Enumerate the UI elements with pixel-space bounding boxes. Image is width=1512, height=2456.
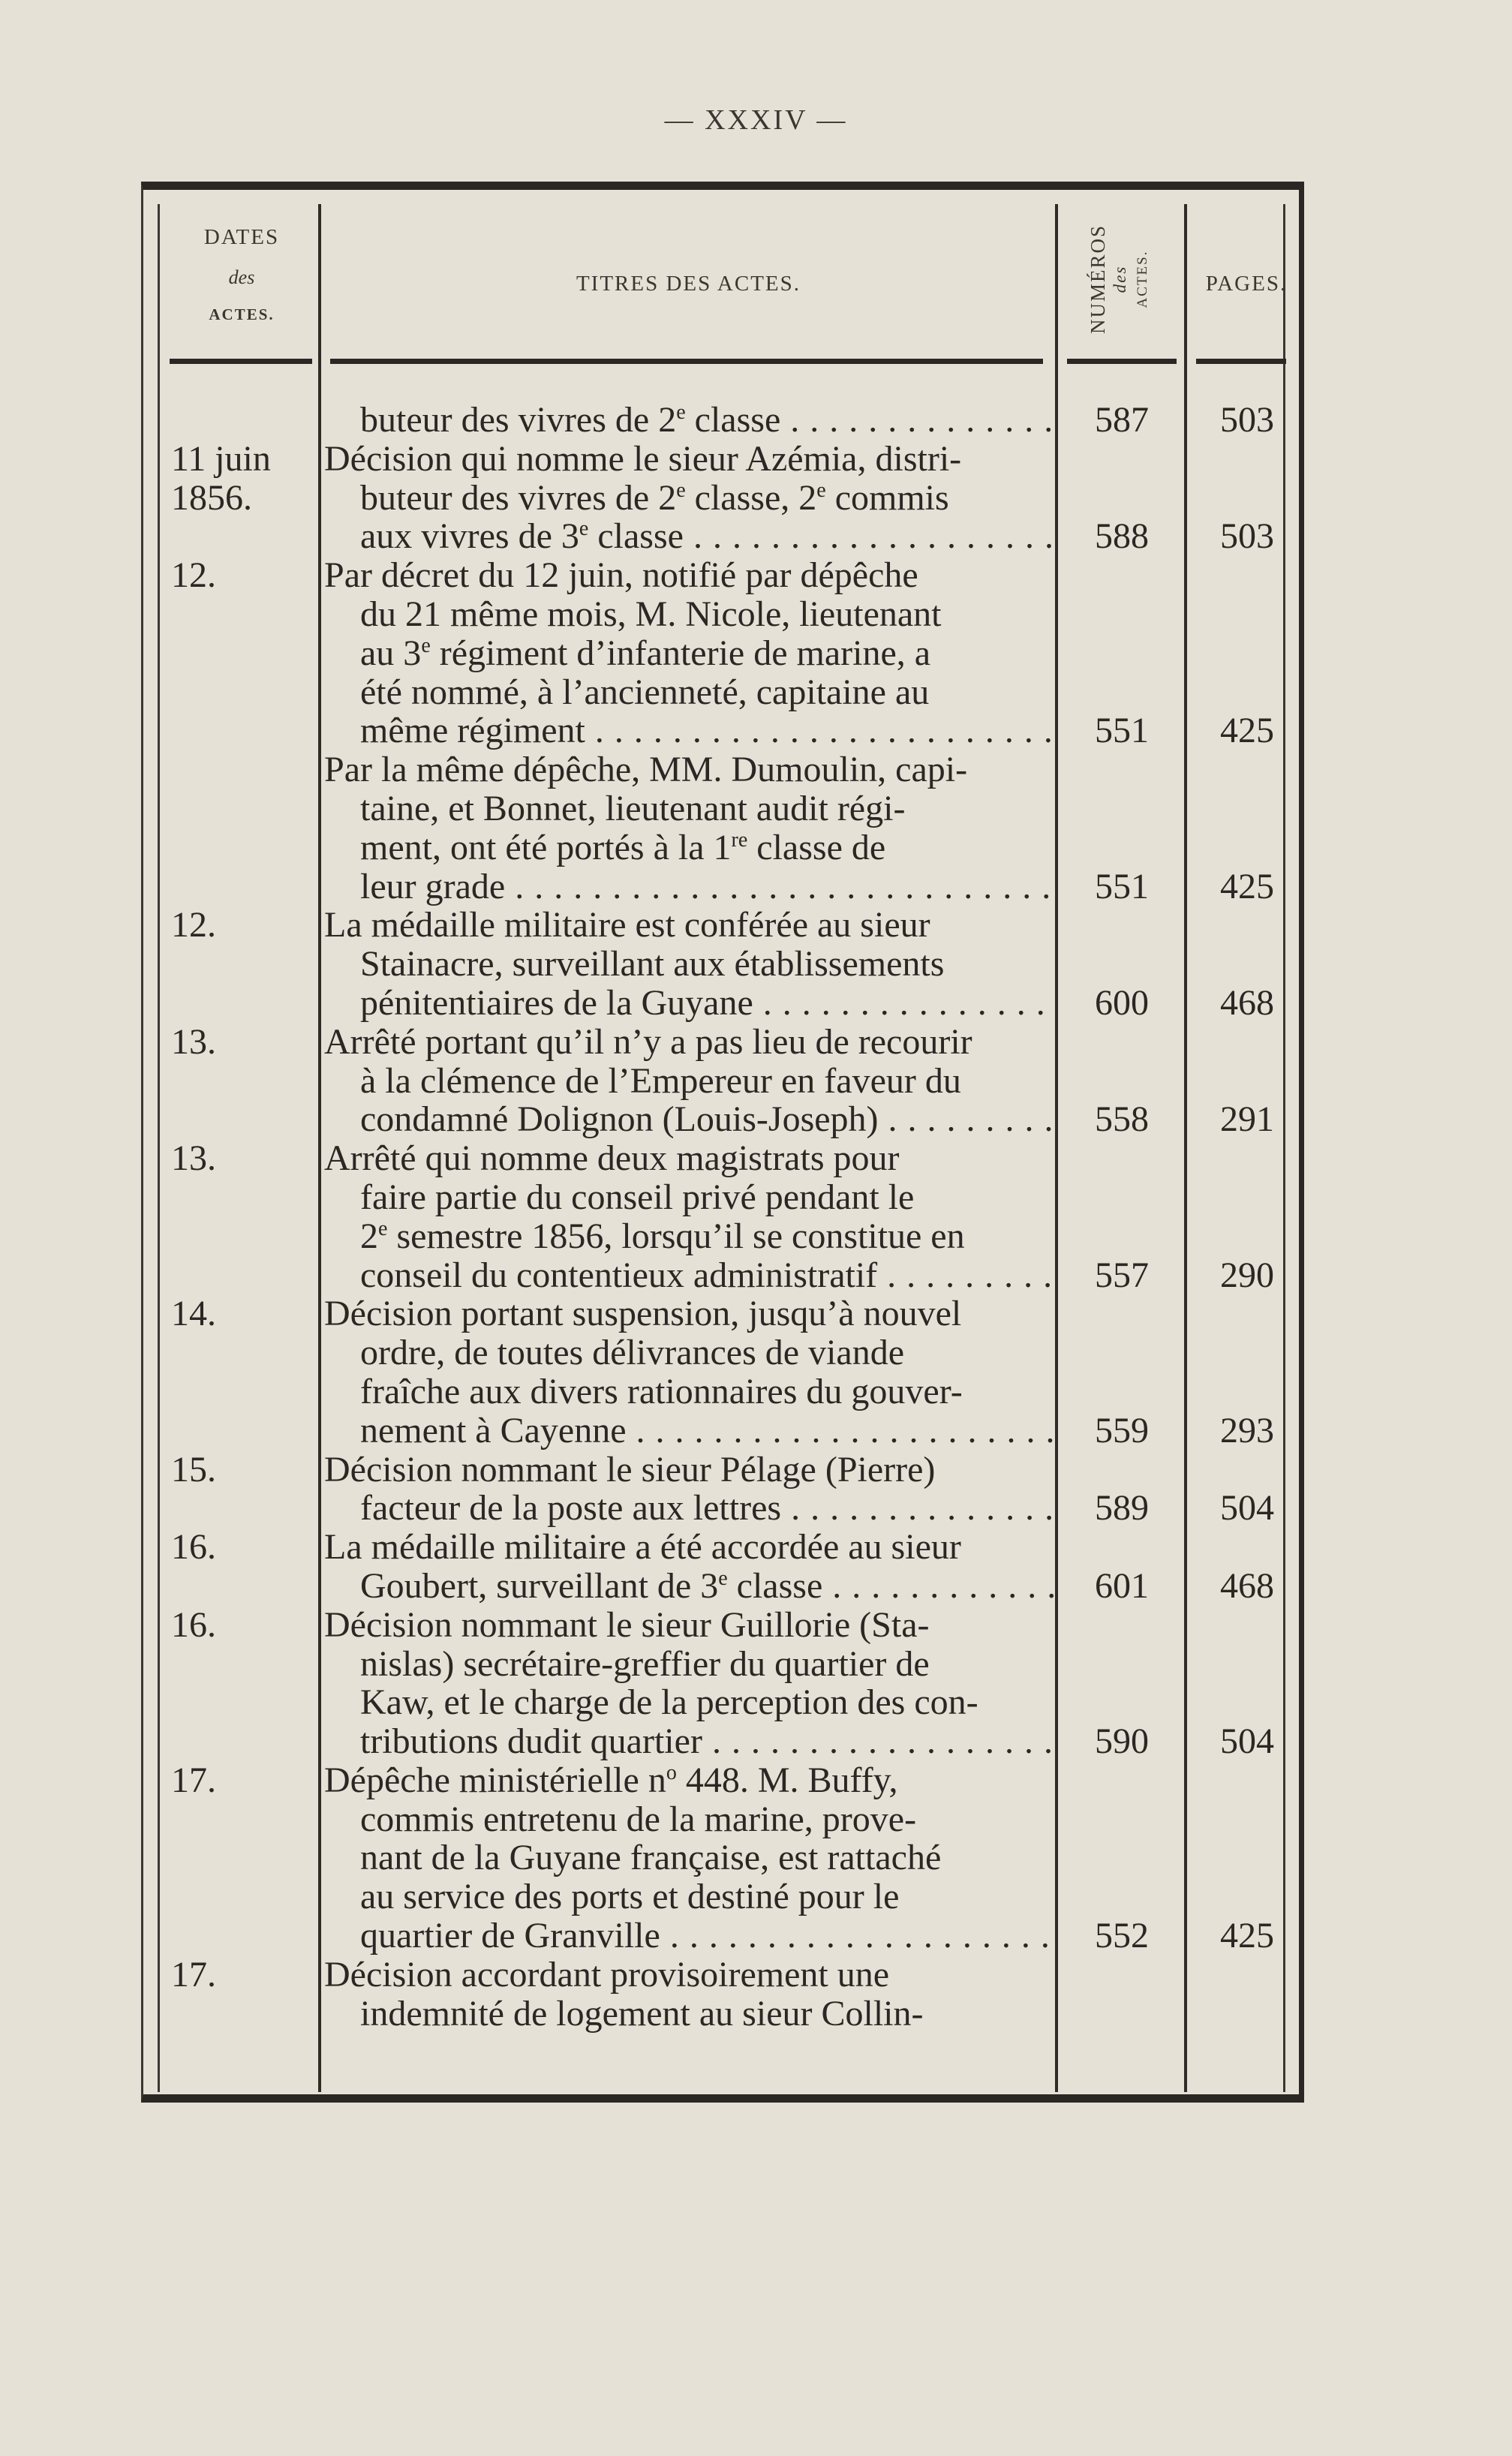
header-dates-line1: DATES [203, 225, 280, 249]
act-title-text: faire partie du conseil privé pendant le [360, 1177, 915, 1217]
table-line [0, 1800, 1512, 1839]
table-line [0, 1761, 1512, 1800]
table-line [0, 1450, 1512, 1490]
act-number: 588 [1095, 516, 1149, 557]
table-line [0, 1023, 1512, 1062]
act-title-text: Arrêté portant qu’il n’y a pas lieu de recourir [324, 1022, 972, 1062]
act-title-text: nislas) secrétaire-greffier du quartier de [360, 1644, 930, 1684]
act-date: 14. [171, 1294, 216, 1334]
act-title-text: nement à Cayenne . . . [360, 1411, 1054, 1450]
act-title-text: nant de la Guyane française, est rattaché [360, 1838, 942, 1878]
act-date: 13. [171, 1138, 216, 1179]
act-title-text: du 21 même mois, M. Nicole, lieutenant [360, 594, 942, 634]
act-date: 13. [171, 1021, 216, 1062]
header-numeros-line2: des [1111, 265, 1129, 293]
act-number: 559 [1095, 1410, 1149, 1450]
table-line [0, 1916, 1512, 1955]
act-title-text: à la clémence de l’Empereur en faveur du [360, 1061, 961, 1101]
header-numeros-line1: NUMÉROS [1087, 224, 1109, 335]
act-number: 590 [1095, 1721, 1149, 1762]
table-line [0, 673, 1512, 712]
table-line [0, 1139, 1512, 1178]
act-title-text: buteur des vivres de 2e classe . . . [360, 401, 1054, 440]
table-line [0, 1995, 1512, 2034]
act-page: 504 [1220, 1721, 1274, 1762]
act-title-text: condamné Dolignon (Louis-Joseph) . . . [360, 1100, 1054, 1139]
act-title-text: tributions dudit quartier . . . [360, 1722, 1054, 1761]
table-line [0, 867, 1512, 906]
act-title-text: été nommé, à l’ancienneté, capitaine au [360, 672, 930, 712]
act-page: 503 [1220, 516, 1274, 557]
act-page: 425 [1220, 1916, 1274, 1956]
header-rule-numeros [1067, 359, 1177, 364]
act-title-text: au service des ports et destiné pour le [360, 1877, 900, 1917]
table-line [0, 750, 1512, 789]
table-line [0, 595, 1512, 634]
act-page: 425 [1220, 711, 1274, 751]
act-title-text: Par la même dépêche, MM. Dumoulin, capi- [324, 750, 968, 789]
act-date: 15. [171, 1449, 216, 1490]
table-line [0, 1877, 1512, 1916]
act-title-text: fraîche aux divers rationnaires du gouver- [360, 1372, 963, 1411]
act-number: 552 [1095, 1916, 1149, 1956]
table-line [0, 401, 1512, 440]
act-date: 11 juin [171, 438, 271, 479]
table-line [0, 1411, 1512, 1450]
act-title-text: buteur des vivres de 2e classe, 2e commis [360, 478, 949, 518]
table-line [0, 634, 1512, 673]
table-line [0, 1489, 1512, 1528]
act-page: 291 [1220, 1099, 1274, 1140]
act-title-text: Décision qui nomme le sieur Azémia, distri- [324, 439, 962, 479]
act-title-text: leur grade . . . [360, 867, 1054, 906]
act-title-text: taine, et Bonnet, lieutenant audit régi- [360, 789, 906, 828]
table-line [0, 906, 1512, 945]
table-line [0, 1333, 1512, 1372]
table-line [0, 828, 1512, 867]
act-title-text: La médaille militaire est conférée au sieur [324, 906, 930, 945]
act-date: 16. [171, 1527, 216, 1568]
act-date: 12. [171, 905, 216, 945]
act-title-text: La médaille militaire a été accordée au sieur [324, 1528, 961, 1567]
table-line [0, 440, 1512, 479]
table-line [0, 1955, 1512, 1995]
act-title-text: Décision nommant le sieur Pélage (Pierre) [324, 1450, 936, 1490]
act-date: 12. [171, 555, 216, 596]
act-number: 601 [1095, 1565, 1149, 1606]
act-title-text: indemnité de logement au sieur Collin- [360, 1994, 924, 2034]
table-line [0, 1567, 1512, 1606]
act-page: 504 [1220, 1488, 1274, 1529]
act-number: 589 [1095, 1488, 1149, 1529]
table-line [0, 1100, 1512, 1139]
act-title-text: 2e semestre 1856, lorsqu’il se constitue en [360, 1216, 965, 1256]
act-title-text: pénitentiaires de la Guyane . . . [360, 984, 1054, 1023]
act-title-text: Par décret du 12 juin, notifié par dépêche [324, 556, 918, 595]
act-title-text: au 3e régiment d’infanterie de marine, a [360, 633, 931, 673]
act-page: 503 [1220, 400, 1274, 440]
header-numeros-line3: ACTES. [1135, 250, 1150, 308]
act-page: 468 [1220, 1565, 1274, 1606]
act-title-text: Goubert, surveillant de 3e classe . . . [360, 1567, 1054, 1606]
table-line [0, 479, 1512, 518]
act-page: 425 [1220, 866, 1274, 906]
act-number: 558 [1095, 1099, 1149, 1140]
table-line [0, 517, 1512, 556]
header-dates [167, 225, 317, 324]
act-date: 17. [171, 1760, 216, 1800]
act-page: 293 [1220, 1410, 1274, 1450]
act-title-text: Décision nommant le sieur Guillorie (Sta- [324, 1605, 930, 1645]
act-title-text: Stainacre, surveillant aux établissements [360, 945, 945, 984]
table-line [0, 1178, 1512, 1217]
table-line [0, 1838, 1512, 1877]
act-number: 551 [1095, 866, 1149, 906]
act-title-text: Arrêté qui nomme deux magistrats pour [324, 1139, 900, 1178]
act-title-text: ordre, de toutes délivrances de viande [360, 1333, 905, 1372]
table-line [0, 1062, 1512, 1101]
table-line [0, 1606, 1512, 1645]
act-title-text: facteur de la poste aux lettres . . . [360, 1489, 1054, 1528]
act-page: 468 [1220, 982, 1274, 1023]
act-title-text: Dépêche ministérielle $n^o$ 448. M. Buffy, [324, 1760, 898, 1800]
act-title-text: commis entretenu de la marine, prove- [360, 1799, 917, 1839]
act-title-text: aux vivres de 3e classe . . . [360, 517, 1054, 556]
act-date: 1856. [171, 477, 252, 518]
table-line [0, 789, 1512, 828]
act-title-text: ment, ont été portés à la 1re classe de [360, 828, 886, 867]
act-number: 557 [1095, 1255, 1149, 1295]
act-number: 551 [1095, 711, 1149, 751]
act-date: 17. [171, 1954, 216, 1995]
table-line [0, 1256, 1512, 1295]
act-date: 16. [171, 1604, 216, 1645]
act-number: 600 [1095, 982, 1149, 1023]
header-titres: TITRES DES ACTES. [576, 272, 801, 296]
act-title-text: conseil du contentieux administratif . . . [360, 1256, 1054, 1295]
table-body [0, 401, 1512, 2033]
act-title-text: même régiment . . . [360, 711, 1054, 750]
header-dates-line2: des [228, 266, 255, 288]
table-line [0, 945, 1512, 984]
header-dates-line3: ACTES. [209, 305, 275, 323]
act-title-text: Kaw, et le charge de la perception des con- [360, 1683, 978, 1723]
page-header: — XXXIV — [664, 104, 848, 136]
act-title-text: Décision portant suspension, jusqu’à nouvel [324, 1294, 962, 1334]
table-line [0, 984, 1512, 1023]
table-line [0, 556, 1512, 595]
header-numeros [1064, 212, 1177, 347]
table-line [0, 1217, 1512, 1256]
header-rule-titres [330, 359, 1043, 364]
table-line [0, 1528, 1512, 1567]
header-pages: PAGES. [1205, 272, 1288, 296]
header-rule-pages [1196, 359, 1286, 364]
table-line [0, 1683, 1512, 1722]
act-number: 587 [1095, 400, 1149, 440]
act-title-text: Décision accordant provisoirement une [324, 1955, 890, 1995]
header-rule-dates [170, 359, 312, 364]
table-line [0, 1645, 1512, 1684]
table-line [0, 1722, 1512, 1761]
act-title-text: quartier de Granville . . . [360, 1916, 1054, 1955]
table-line [0, 1372, 1512, 1411]
table-line [0, 1294, 1512, 1333]
table-line [0, 711, 1512, 750]
act-page: 290 [1220, 1255, 1274, 1295]
